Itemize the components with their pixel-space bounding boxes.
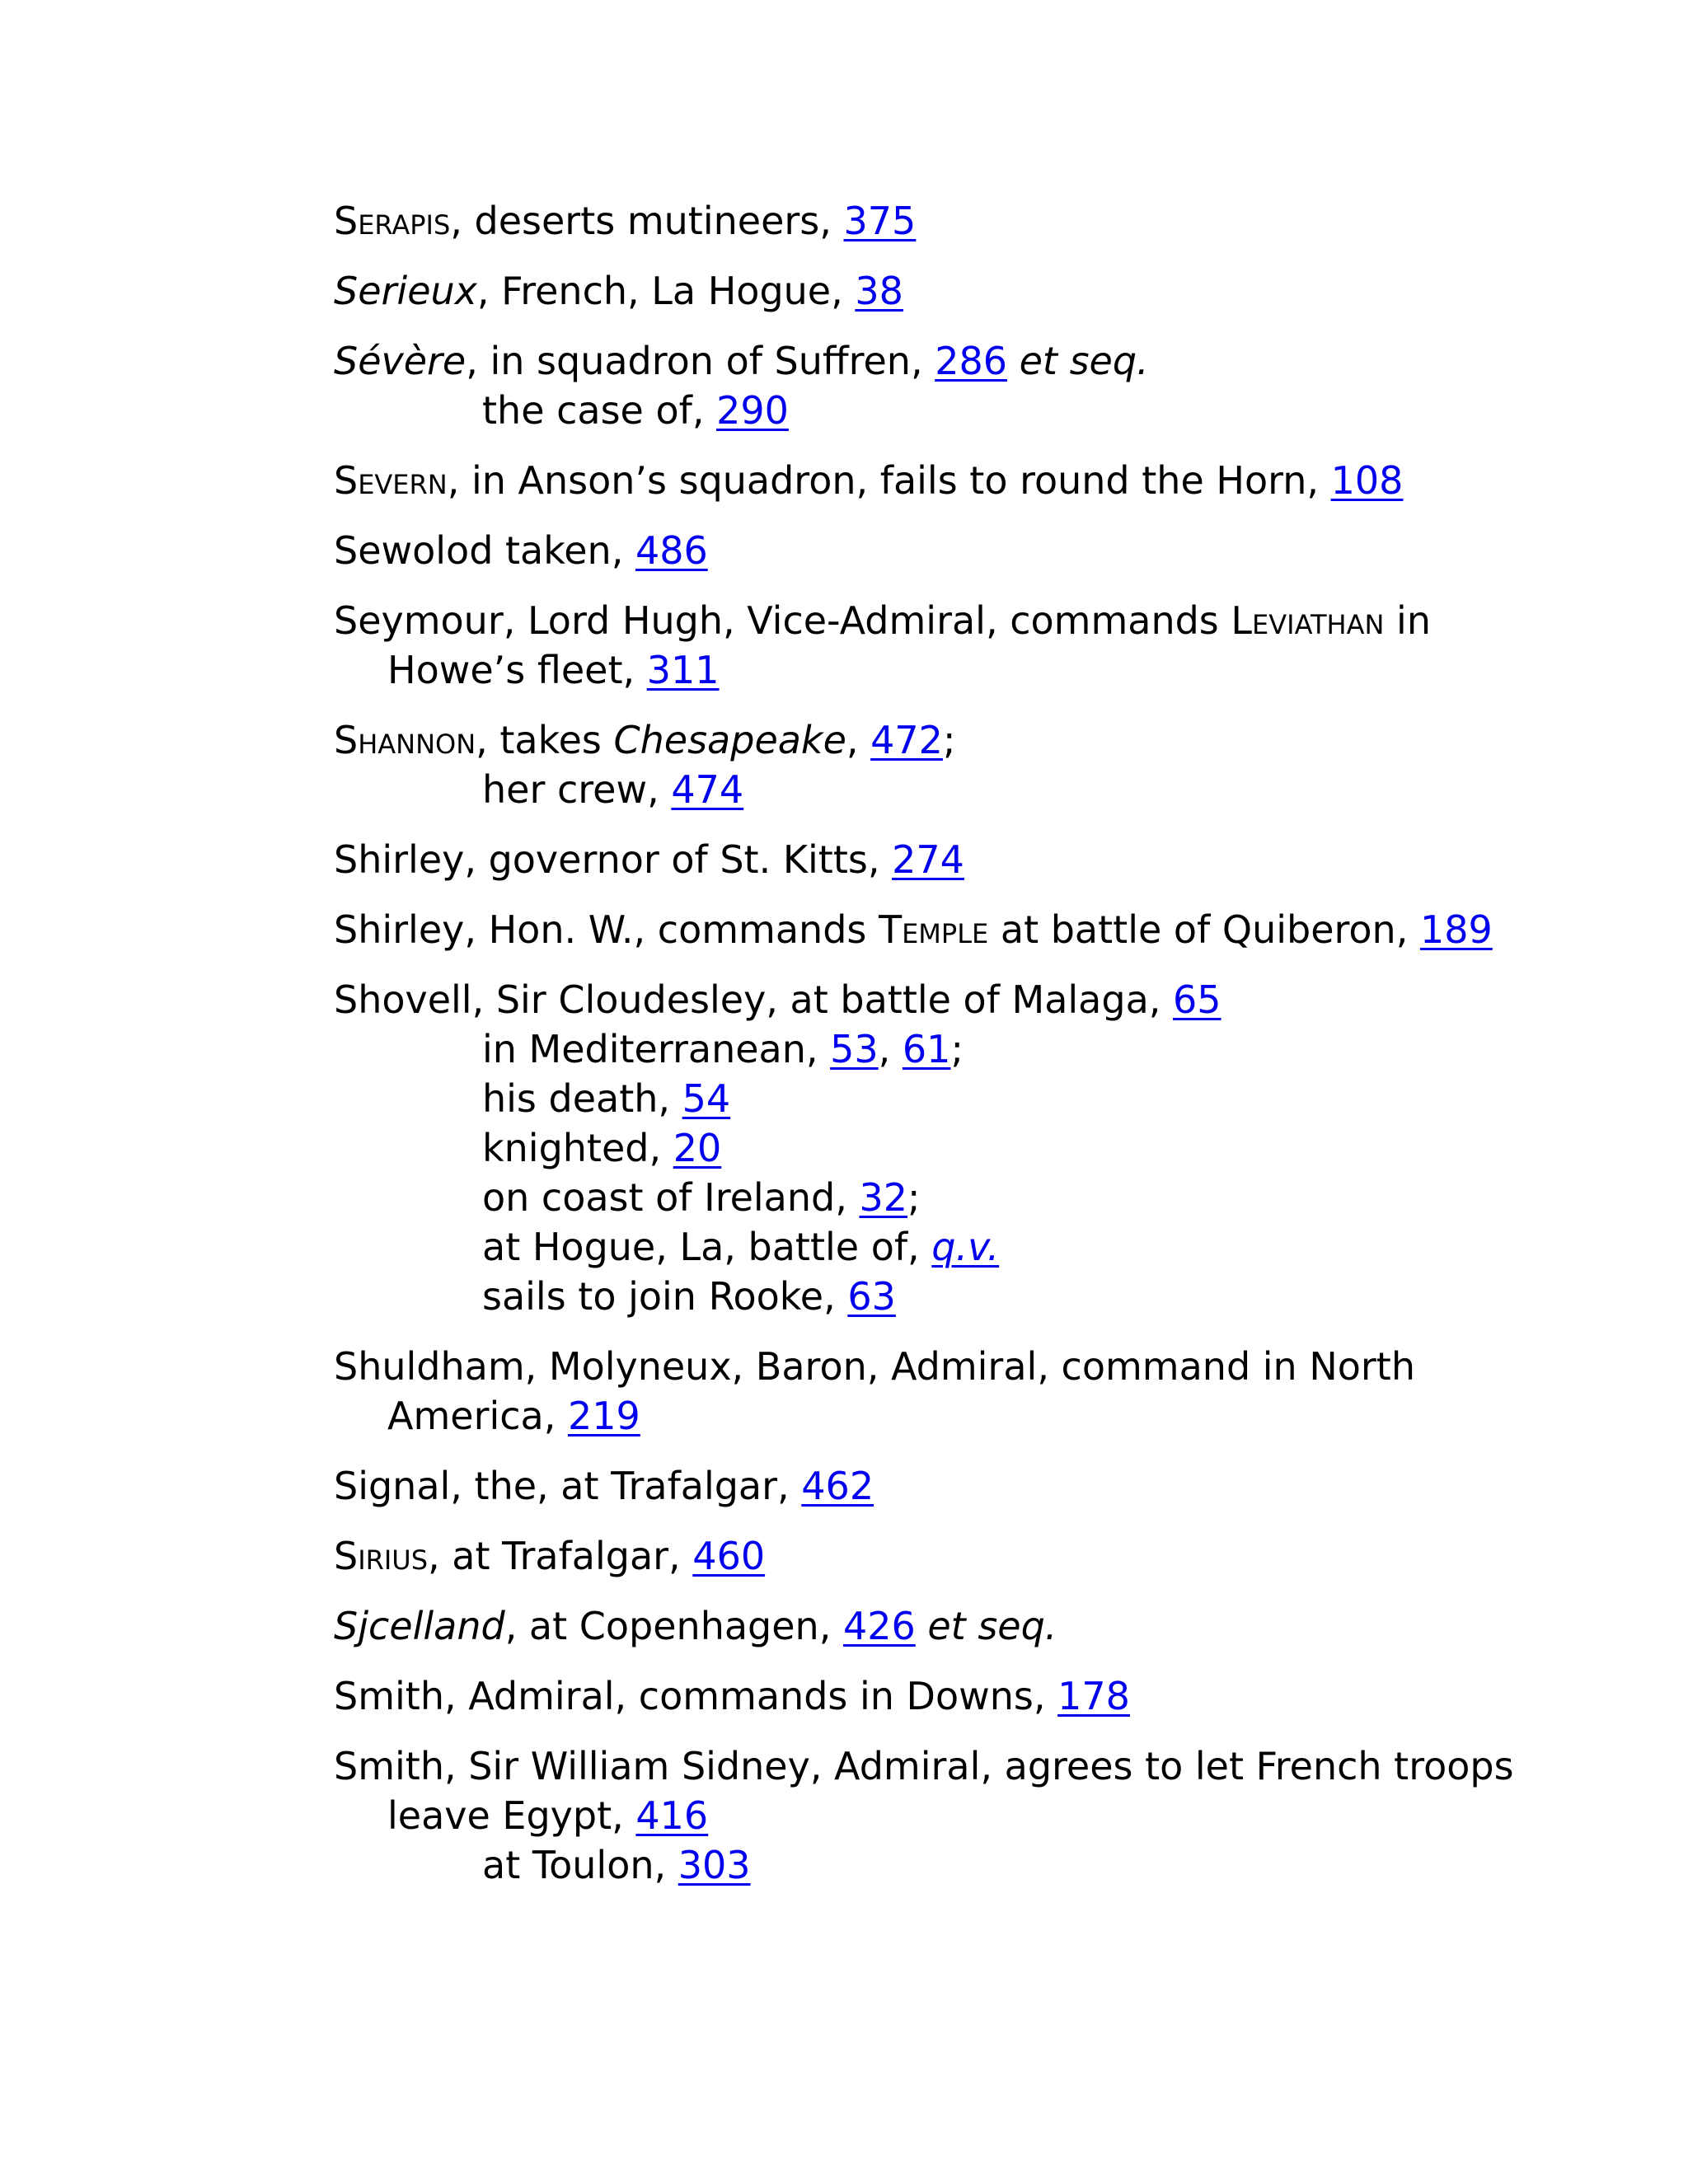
entry-text: , (878, 1027, 903, 1071)
entry-text (1007, 339, 1020, 383)
page-reference-link[interactable]: 20 (673, 1126, 722, 1170)
index-subentry (387, 765, 1537, 814)
page-reference-link[interactable]: 65 (1173, 977, 1221, 1022)
ship-name: Shannon (334, 718, 476, 762)
index-entry (334, 1461, 1537, 1511)
page-reference-link[interactable]: 38 (855, 269, 903, 313)
page-reference-link[interactable]: 311 (646, 648, 720, 692)
page-reference-link[interactable]: 54 (682, 1076, 731, 1121)
index-subentry (387, 1123, 1537, 1173)
entry-text: at Toulon, (482, 1843, 678, 1887)
italic-term: Sjcelland (334, 1604, 505, 1648)
index-entry (334, 1671, 1537, 1721)
page-reference-link[interactable]: 486 (635, 528, 708, 573)
entry-text: on coast of Ireland, (482, 1175, 860, 1220)
index-subentry (387, 1840, 1537, 1890)
index-subentry (387, 386, 1537, 435)
ship-name: Sirius (334, 1534, 429, 1578)
page-reference-link[interactable]: 32 (859, 1175, 908, 1220)
entry-text: Sewolod taken, (334, 528, 635, 573)
entry-text: Smith, Admiral, commands in Downs, (334, 1674, 1058, 1718)
page-reference-link[interactable]: 375 (843, 199, 917, 243)
entry-text: in Mediterranean, (482, 1027, 831, 1071)
entry-text: ; (950, 1027, 964, 1071)
entry-text: knighted, (482, 1126, 673, 1170)
page-reference-link[interactable]: 274 (892, 837, 964, 882)
page-reference-link[interactable]: 108 (1330, 458, 1404, 503)
entry-text: Smith, Sir William Sidney, Admiral, agrees to let French troops leave Egypt, (334, 1744, 1514, 1838)
entry-text: at battle of Quiberon, (988, 907, 1420, 952)
page-reference-link[interactable]: 426 (842, 1604, 916, 1648)
index-entry (334, 1342, 1537, 1441)
ship-name: Leviathan (1231, 598, 1385, 643)
entry-text: , takes (476, 718, 614, 762)
italic-term: Chesapeake (613, 718, 846, 762)
entry-text: , French, La Hogue, (476, 269, 856, 313)
index-entry (334, 526, 1537, 575)
index-entry (334, 835, 1537, 884)
index-subentry (387, 1222, 1537, 1272)
entry-text: Shirley, governor of St. Kitts, (334, 837, 893, 882)
italic-term: et seq. (1019, 339, 1149, 383)
page-reference-link[interactable]: q.v. (931, 1225, 1000, 1269)
ship-name: Temple (878, 907, 989, 952)
index-entry (334, 456, 1537, 505)
entry-text: , deserts mutineers, (450, 199, 844, 243)
ship-name: Serapis (334, 199, 451, 243)
entry-text: , in squadron of Suffren, (466, 339, 935, 383)
index-entry (334, 266, 1537, 316)
page-reference-link[interactable]: 189 (1419, 907, 1493, 952)
entry-text: , in Anson’s squadron, fails to round the Horn, (447, 458, 1331, 503)
index-entry (334, 1741, 1537, 1890)
page-reference-link[interactable]: 219 (568, 1394, 640, 1438)
index-entry (334, 905, 1537, 954)
index-subentry (387, 1173, 1537, 1222)
italic-term: Sévère (334, 339, 467, 383)
page-reference-link[interactable]: 474 (671, 767, 744, 812)
page-reference-link[interactable]: 416 (635, 1793, 709, 1838)
index-entry (334, 1601, 1537, 1651)
entry-text: her crew, (482, 767, 672, 812)
entry-text: in Howe’s fleet, (387, 598, 1431, 692)
entry-text: , (846, 718, 871, 762)
index-subentry (387, 1272, 1537, 1321)
index-page (334, 196, 1537, 1910)
index-entry (334, 336, 1537, 435)
index-entry (334, 596, 1537, 695)
entry-text: , at Copenhagen, (504, 1604, 843, 1648)
entry-text: Shirley, Hon. W., commands (334, 907, 879, 952)
index-subentry (387, 1024, 1537, 1074)
index-entry (334, 975, 1537, 1321)
page-reference-link[interactable]: 286 (935, 339, 1007, 383)
index-entry (334, 196, 1537, 246)
entry-text: the case of, (482, 388, 717, 433)
ship-name: Severn (334, 458, 448, 503)
italic-term: et seq. (927, 1604, 1057, 1648)
page-reference-link[interactable]: 61 (902, 1027, 951, 1071)
entry-text: Signal, the, at Trafalgar, (334, 1464, 802, 1508)
entry-text: , at Trafalgar, (428, 1534, 693, 1578)
entry-text: his death, (482, 1076, 682, 1121)
page-reference-link[interactable]: 53 (830, 1027, 879, 1071)
entry-text: Shovell, Sir Cloudesley, at battle of Malaga, (334, 977, 1173, 1022)
index-entry (334, 715, 1537, 814)
page-reference-link[interactable]: 303 (678, 1843, 751, 1887)
entry-text: at Hogue, La, battle of, (482, 1225, 932, 1269)
page-reference-link[interactable]: 460 (692, 1534, 766, 1578)
entry-text (916, 1604, 928, 1648)
page-reference-link[interactable]: 178 (1057, 1674, 1130, 1718)
index-subentry (387, 1074, 1537, 1123)
entry-text: sails to join Rooke, (482, 1274, 848, 1319)
entry-text: ; (942, 718, 956, 762)
page-reference-link[interactable]: 472 (870, 718, 943, 762)
index-entry (334, 1531, 1537, 1581)
entry-text: Seymour, Lord Hugh, Vice-Admiral, commands (334, 598, 1231, 643)
entry-text: ; (907, 1175, 921, 1220)
page-reference-link[interactable]: 63 (847, 1274, 896, 1319)
page-reference-link[interactable]: 290 (716, 388, 789, 433)
italic-term: Serieux (334, 269, 477, 313)
entry-text: Shuldham, Molyneux, Baron, Admiral, command in North America, (334, 1344, 1415, 1438)
page-reference-link[interactable]: 462 (801, 1464, 874, 1508)
